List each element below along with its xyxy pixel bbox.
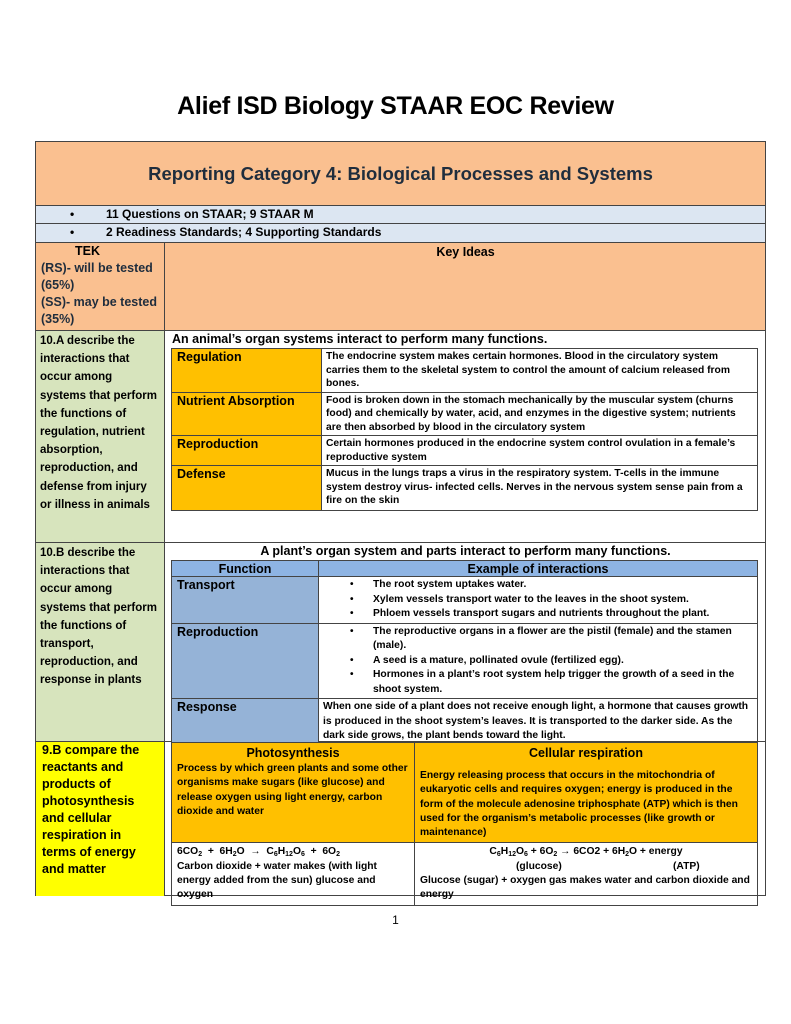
reproduction-list — [323, 625, 753, 698]
section-title: A plant’s organ system and parts interact to perform many functions. — [260, 544, 671, 558]
table-row: Response When one side of a plant does not receive enough light, a hormone that causes growth is produced in the shoot system’s leaves. It is transported to the darker side. As the dark side grows, the plant bends toward the light. — [172, 699, 758, 746]
section-title: An animal’s organ systems interact to perform many functions. — [172, 332, 548, 346]
photosynthesis-words: Carbon dioxide + water makes (with light energy added from the sun) glucose and oxygen — [177, 860, 377, 901]
tek-9b: 9.B compare the reactants and products of photosynthesis and cellular respiration in terms of energy and matter — [36, 742, 165, 896]
respiration-words: Glucose (sugar) + oxygen gas makes water and carbon dioxide and energy — [420, 874, 750, 901]
respiration-heading: Cellular respiration — [529, 746, 643, 760]
bullet-icon: • — [70, 225, 75, 239]
table-row: Defense Mucus in the lungs traps a virus in the respiratory system. T-cells in the immune system destroy virus- infected cells. Nerves in the nervous system sense pain from a fire on the skin — [172, 466, 758, 511]
table-row: Reproduction Certain hormones produced in the endocrine system control ovulation in a female’s reproductive system — [172, 436, 758, 466]
info-row-questions: • 11 Questions on STAAR; 9 STAAR M — [36, 206, 765, 224]
page-title: Alief ISD Biology STAAR EOC Review — [177, 92, 614, 120]
list-item: • A seed is a mature, pollinated ovule (fertilized egg). — [323, 654, 753, 669]
table-row: Regulation The endocrine system makes certain hormones. Blood in the circulatory system carries them to the skeletal system to control the amount of calcium released from bones. — [172, 349, 758, 393]
list-item: • The root system uptakes water. — [323, 578, 753, 593]
photosynthesis-respiration-table — [171, 742, 758, 906]
table-row — [172, 743, 758, 843]
column-header-row — [36, 243, 765, 331]
respiration-labels: (glucose) (ATP) — [516, 860, 700, 872]
photosynthesis-heading: Photosynthesis — [246, 746, 340, 760]
page-number: 1 — [392, 913, 399, 927]
info-row-standards: • 2 Readiness Standards; 4 Supporting Standards — [36, 224, 765, 243]
table-row: Transport • The root system uptakes water. • Xylem vessels transport water to the leaves in the shoot system. • Phloem vessels transport sugars and nutrients throughout the plant. — [172, 577, 758, 624]
table-row — [172, 843, 758, 905]
table-header-row: Function Example of interactions — [172, 561, 758, 577]
tek-10a: 10.A describe the interactions that occur among systems that perform the functions of regulation, nutrient absorption, reproduction, and defense from injury or illness in animals — [36, 331, 165, 542]
tek-header: TEK (RS)- will be tested (65%) (SS)- may be tested (35%) — [36, 243, 165, 331]
transport-list — [323, 578, 753, 622]
bullet-icon: • — [70, 207, 75, 221]
animal-systems-table — [171, 348, 758, 511]
photosynthesis-equation: $6CO_2 + 6H_2O \to C_6H_{12}O_6 + 6O_2$ — [177, 846, 340, 859]
section-10b — [36, 543, 765, 742]
respiration-definition: Energy releasing process that occurs in the mitochondria of eukaryotic cells and requires oxygen; energy is produced in the form of the molecule adenosine triphosphate (ATP) which is then used for the organism’s metabolic processes (like growth or maintenance) — [420, 770, 738, 839]
review-table — [35, 141, 766, 901]
section-10a — [36, 331, 765, 543]
plant-systems-table — [171, 560, 758, 746]
photosynthesis-definition: Process by which green plants and some other organisms make sugars (like glucose) and release oxygen using light energy, carbon dioxide and water — [177, 763, 408, 817]
table-row: Reproduction • The reproductive organs in a flower are the pistil (female) and the stamen (male). • A seed is a mature, pollinated ovule (fertilized egg). • Hormones in a plant’s root system help trigger the growth of a seed in the shoot system. — [172, 623, 758, 699]
category-banner: Reporting Category 4: Biological Processes and Systems — [36, 142, 765, 206]
list-item: • The reproductive organs in a flower are the pistil (female) and the stamen (male). — [323, 625, 753, 654]
list-item: • Phloem vessels transport sugars and nutrients throughout the plant. — [323, 607, 753, 622]
key-ideas-header: Key Ideas — [436, 245, 495, 259]
tek-10b: 10.B describe the interactions that occur among systems that perform the functions of transport, reproduction, and response in plants — [36, 543, 165, 741]
respiration-equation: $C_6H_{12}O_6 + 6O_2 \to 6CO2 + 6H_2O$ + energy — [489, 846, 683, 859]
section-9b — [36, 742, 765, 901]
table-row: Nutrient Absorption Food is broken down in the stomach mechanically by the muscular system (churns food) and chemically by water, acid, and enzymes in the digestive system; nutrients are then absorbed by blood in the circulatory system — [172, 392, 758, 436]
list-item: • Hormones in a plant’s root system help trigger the growth of a seed in the shoot system. — [323, 668, 753, 697]
list-item: • Xylem vessels transport water to the leaves in the shoot system. — [323, 593, 753, 608]
